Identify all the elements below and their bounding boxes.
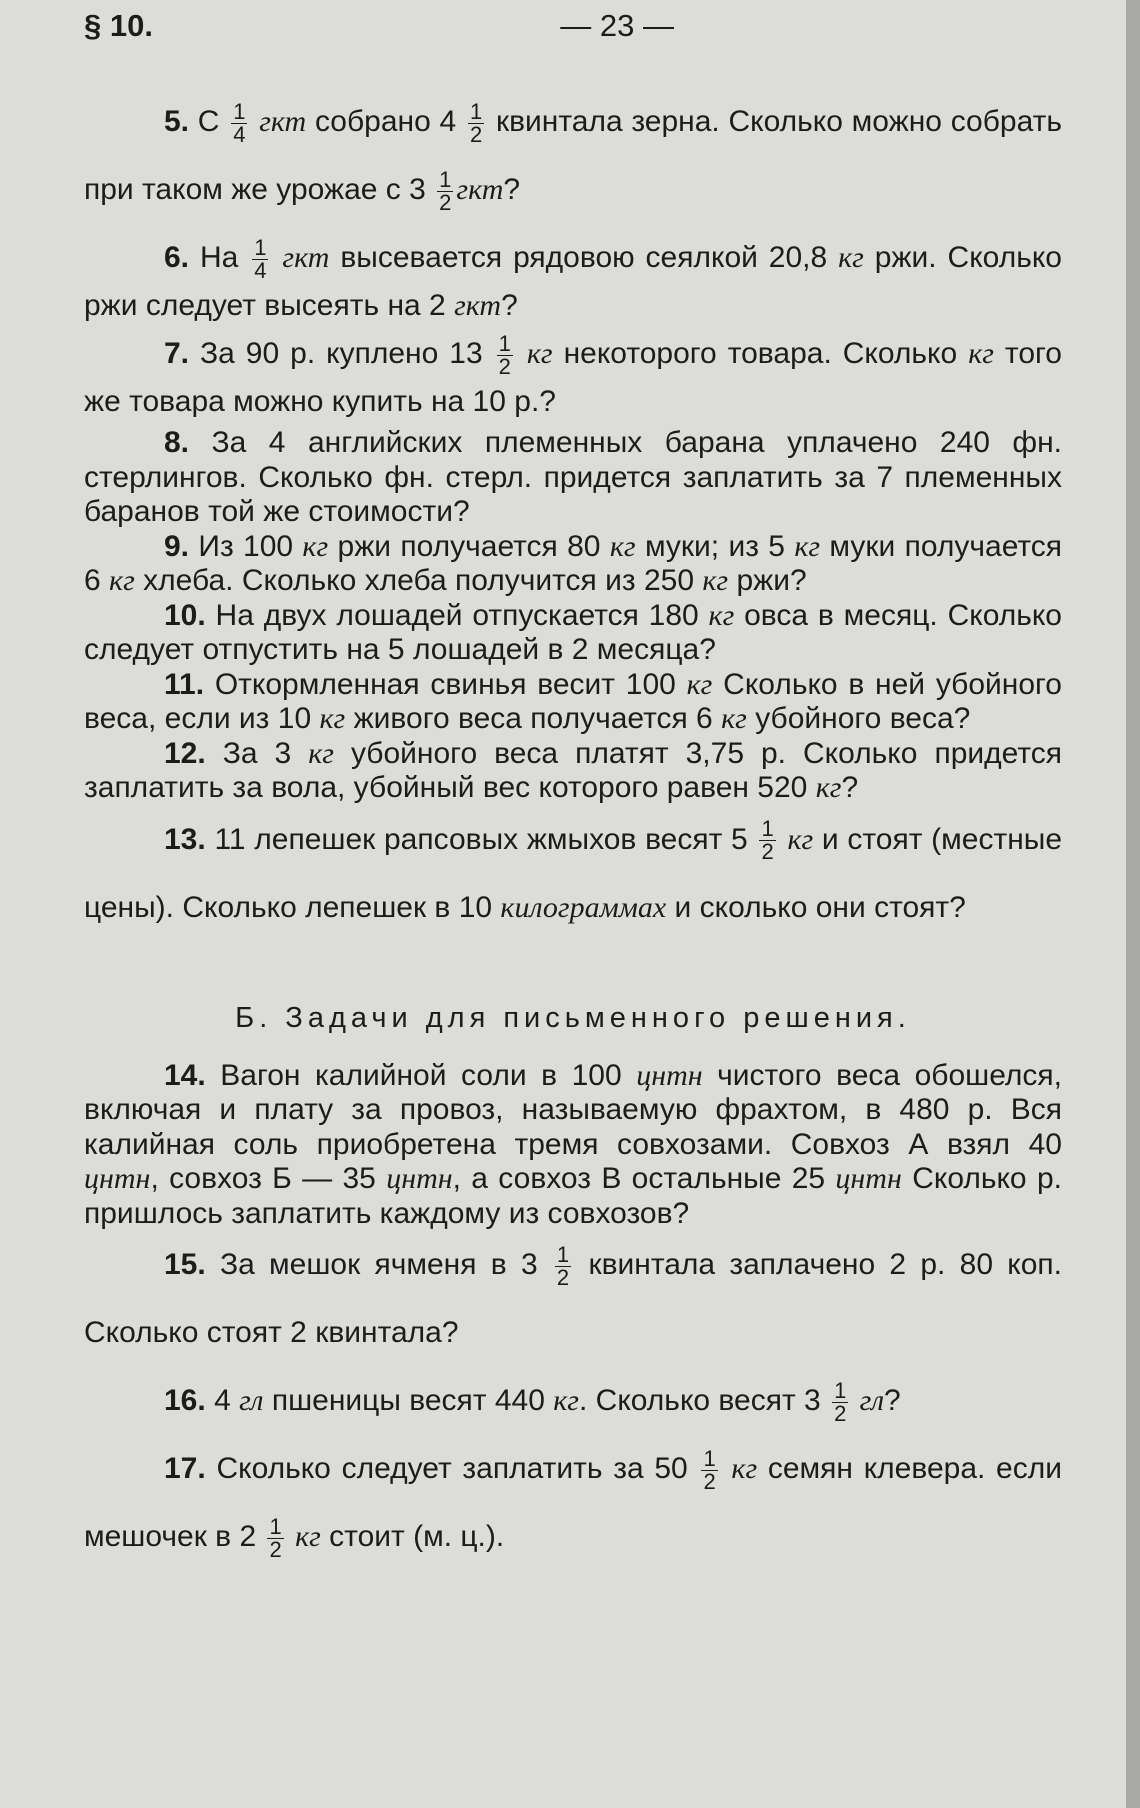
fraction	[759, 818, 775, 863]
problem-text: Сколько р. пришлось заплатить каждому из совхозов?	[84, 1162, 1062, 1230]
problem-text: высевается рядовою сеялкой 20,8	[340, 241, 828, 274]
page-number: — 23 —	[560, 8, 674, 43]
problem-text: и стоят (местные цены). Сколько лепешек в 10	[84, 822, 1063, 924]
unit: цнтн	[835, 1162, 902, 1195]
numerator: 1	[761, 816, 774, 842]
problem-text: За 90 р. куплено 13	[200, 337, 483, 370]
problem-14	[84, 1059, 1062, 1232]
denominator: 2	[834, 1400, 847, 1426]
problem-number: 6.	[164, 241, 190, 274]
problem-number: 9.	[164, 529, 190, 563]
denominator: 2	[269, 1536, 282, 1562]
problem-number: 16.	[164, 1384, 206, 1417]
problem-text: ржи?	[736, 564, 807, 597]
problem-17	[84, 1435, 1062, 1571]
unit: кг	[302, 529, 329, 563]
unit: килограммах	[500, 890, 667, 924]
problem-7	[84, 330, 1062, 426]
problem-text: С	[197, 105, 220, 138]
unit: кг	[794, 529, 821, 563]
problem-text: муки; из 5	[644, 529, 785, 563]
problem-text: ?	[841, 771, 859, 804]
denominator: 4	[254, 257, 267, 283]
section-number: § 10.	[84, 8, 153, 43]
problem-text: 11 лепешек рапсовых жмыхов весят 5	[214, 822, 748, 856]
unit: гл	[859, 1384, 885, 1417]
problem-text: убойного веса платят 3,75 р. Сколько придется заплатить за вола, убойный вес которого равен 520	[84, 736, 1062, 804]
unit: кг	[609, 529, 636, 563]
problem-text: Вагон калийной соли в 100	[220, 1058, 622, 1092]
unit: кг	[295, 1520, 321, 1553]
unit: кг	[731, 1452, 758, 1485]
problem-text: ржи получается 80	[337, 529, 601, 563]
problem-number: 12.	[164, 736, 206, 770]
problem-number: 14.	[164, 1058, 206, 1092]
fraction	[497, 330, 513, 379]
unit: кг	[553, 1384, 579, 1417]
problem-text: квинтала заплачено 2 р. 80 коп. Сколько стоят 2 квинтала?	[84, 1248, 1062, 1349]
problem-number: 10.	[164, 598, 206, 632]
problem-number: 7.	[164, 337, 190, 370]
problem-text: , совхоз Б — 35	[150, 1162, 376, 1195]
unit: кг	[968, 337, 994, 370]
numerator: 1	[834, 1377, 847, 1403]
unit: кг	[708, 598, 735, 632]
problem-text: ?	[884, 1384, 901, 1417]
unit: кг	[702, 564, 729, 597]
page-edge-shadow	[1126, 0, 1140, 1808]
unit: гкт	[282, 241, 330, 274]
unit: кг	[526, 337, 553, 370]
problem-text: семян клевера. если мешочек в 2	[84, 1452, 1062, 1553]
problem-text: ?	[503, 173, 521, 206]
problem-text: живого веса получается 6	[353, 702, 713, 735]
fraction	[468, 98, 484, 147]
denominator: 2	[498, 353, 511, 379]
problem-number: 13.	[164, 822, 206, 856]
unit: цнтн	[386, 1162, 453, 1195]
problem-number: 17.	[164, 1452, 206, 1485]
problem-text: ржи. Сколько ржи следует высеять на 2	[84, 241, 1062, 322]
problem-text: чистого веса обошелся, включая и плату за провоз, называемую фрахтом, в 480 р. Вся калийная соль приобретена тремя совхозами. Совхоз А взял 40	[84, 1058, 1063, 1161]
numerator: 1	[439, 166, 452, 192]
fraction	[252, 234, 268, 283]
problem-text: Сколько следует заплатить за 50	[216, 1452, 688, 1485]
problem-text: Откормленная свинья весит 100	[214, 667, 676, 701]
numerator: 1	[703, 1445, 716, 1471]
problem-16	[84, 1367, 1062, 1435]
problem-text: муки получается 6	[84, 529, 1063, 597]
problem-text: . Сколько весят 3	[578, 1384, 821, 1417]
fraction	[832, 1377, 848, 1426]
denominator: 2	[469, 121, 483, 147]
problem-text: овса в месяц. Сколько следует отпустить на 5 лошадей в 2 месяца?	[84, 598, 1062, 666]
unit: гл	[239, 1384, 264, 1417]
unit: цнтн	[636, 1058, 703, 1092]
unit: цнтн	[84, 1162, 151, 1195]
unit: кг	[109, 564, 135, 597]
numerator: 1	[269, 1513, 282, 1539]
problem-text: пшеницы весят 440	[271, 1384, 545, 1417]
numerator: 1	[233, 98, 246, 124]
problem-12	[84, 737, 1062, 806]
problem-text: , а совхоз В остальные 25	[452, 1162, 826, 1195]
problem-number: 15.	[164, 1248, 206, 1281]
problem-6	[84, 234, 1062, 330]
problem-text: ?	[501, 289, 518, 322]
problem-text: стоит (м. ц.).	[329, 1520, 505, 1553]
problem-text: квинтала зерна. Сколько можно собрать при таком же урожае с 3	[84, 105, 1062, 206]
problem-8	[84, 426, 1062, 530]
problem-text: и сколько они стоят?	[674, 890, 966, 924]
problem-text: На двух лошадей отпускается 180	[215, 598, 699, 632]
problem-number: 8.	[164, 426, 190, 459]
unit: кг	[815, 771, 842, 804]
denominator: 4	[233, 121, 246, 147]
fraction	[437, 166, 453, 215]
problem-text: За 3	[222, 736, 292, 770]
unit: кг	[686, 667, 713, 701]
unit: кг	[787, 822, 814, 856]
unit: кг	[319, 702, 346, 735]
problem-5	[84, 88, 1062, 224]
page-header	[84, 8, 1062, 52]
denominator: 2	[703, 1468, 716, 1494]
problem-text: хлеба. Сколько хлеба получится из 250	[143, 564, 695, 597]
fraction	[701, 1445, 717, 1494]
fraction	[555, 1241, 571, 1290]
unit: гкт	[454, 289, 502, 322]
problem-text: убойного веса?	[755, 702, 971, 735]
denominator: 2	[439, 189, 452, 215]
unit: кг	[721, 702, 747, 735]
problem-text: 4	[214, 1384, 231, 1417]
numerator: 1	[469, 98, 483, 124]
fraction	[267, 1513, 283, 1562]
numerator: 1	[254, 234, 267, 260]
problem-text: того же товара можно купить на 10 р.?	[84, 337, 1062, 418]
problem-text: собрано 4	[314, 105, 457, 138]
unit: гкт	[259, 105, 307, 138]
problem-9	[84, 530, 1062, 599]
unit: кг	[308, 736, 334, 770]
problem-11	[84, 668, 1062, 737]
denominator: 2	[761, 839, 774, 865]
problem-number: 11.	[164, 667, 205, 701]
fraction	[231, 98, 247, 147]
problem-text: За 4 английских племенных барана уплачено 240 фн. стерлингов. Сколько фн. стерл. придется заплатить за 7 племенных баранов той же стоимости?	[84, 426, 1062, 528]
denominator: 2	[556, 1264, 570, 1290]
problem-15	[84, 1231, 1062, 1367]
problem-text: некоторого товара. Сколько	[563, 337, 958, 370]
unit: гкт	[456, 173, 504, 206]
problem-number: 5.	[164, 105, 190, 138]
problem-text: За мешок ячменя в 3	[219, 1248, 538, 1281]
problem-text: На	[199, 241, 239, 274]
problem-text: Сколько в ней убойного веса, если из 10	[84, 667, 1062, 735]
problem-13	[84, 806, 1062, 942]
problem-text: Из 100	[198, 529, 294, 563]
section-heading: Б. Задачи для письменного решения.	[235, 1001, 911, 1034]
unit: кг	[838, 241, 864, 274]
numerator: 1	[498, 330, 511, 356]
numerator: 1	[556, 1241, 570, 1267]
problem-10	[84, 599, 1062, 668]
